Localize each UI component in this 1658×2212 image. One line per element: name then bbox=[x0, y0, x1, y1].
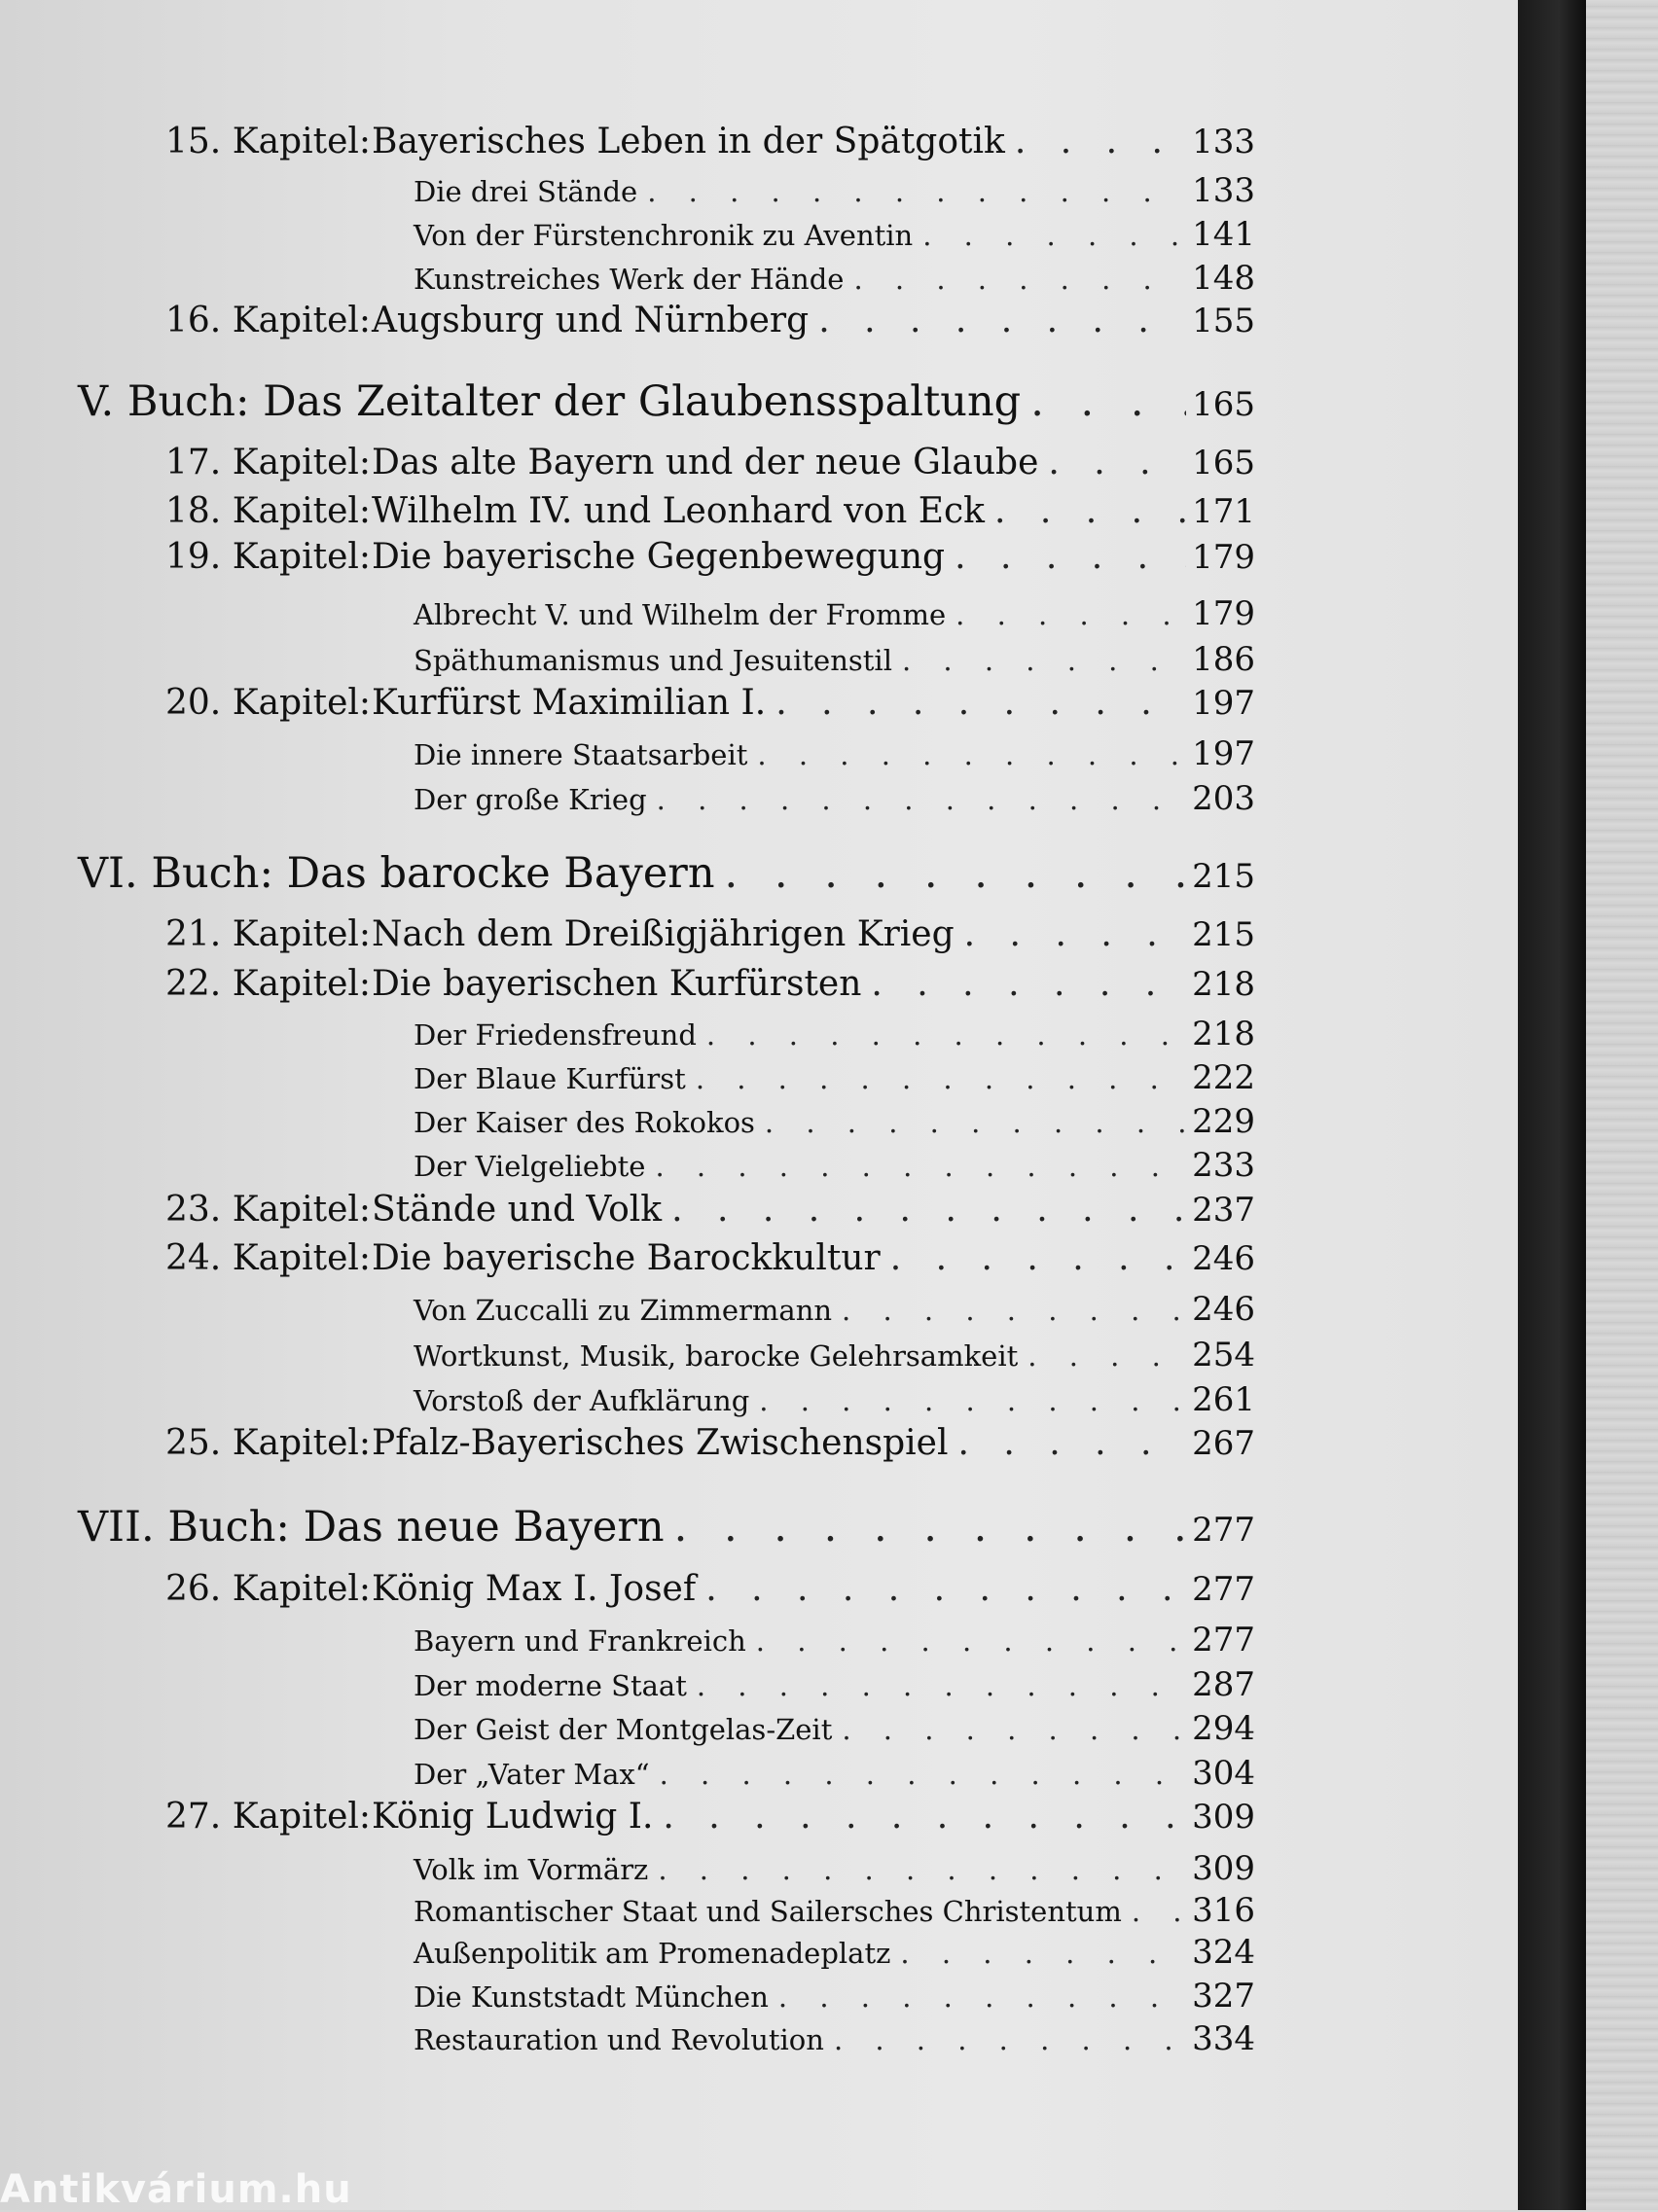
toc-section-title: Die drei Stände bbox=[414, 175, 638, 208]
toc-chapter-row bbox=[165, 443, 1255, 482]
toc-section-row bbox=[414, 1665, 1255, 1704]
page-number: 309 bbox=[1192, 1798, 1255, 1837]
page-number: 294 bbox=[1192, 1709, 1255, 1748]
page-number: 304 bbox=[1192, 1754, 1255, 1793]
toc-chapter-title: König Ludwig I. bbox=[372, 1797, 654, 1837]
toc-chapter-title: Die bayerischen Kurfürsten bbox=[372, 964, 862, 1004]
page-number: 277 bbox=[1192, 1621, 1255, 1659]
toc-chapter-row bbox=[165, 301, 1255, 340]
toc-section-row bbox=[414, 1058, 1255, 1097]
toc-section-row bbox=[414, 779, 1255, 818]
chapter-number: 26. Kapitel: bbox=[165, 1569, 372, 1609]
toc-chapter-title: Die bayerische Barockkultur bbox=[372, 1238, 881, 1278]
toc-section-title: Volk im Vormärz bbox=[414, 1853, 649, 1886]
toc-section-row bbox=[414, 594, 1255, 633]
page-number: 197 bbox=[1192, 684, 1255, 723]
page-number: 133 bbox=[1192, 171, 1255, 210]
dot-leader bbox=[757, 738, 1186, 771]
chapter-number: 18. Kapitel: bbox=[165, 491, 372, 531]
dot-leader bbox=[778, 1980, 1186, 2014]
dot-leader bbox=[842, 1713, 1186, 1746]
toc-section-title: Der Friedensfreund bbox=[414, 1018, 697, 1052]
page-number: 287 bbox=[1192, 1665, 1255, 1704]
toc-chapter-row bbox=[165, 1569, 1255, 1609]
chapter-number: 20. Kapitel: bbox=[165, 683, 372, 723]
toc-section-row bbox=[414, 1380, 1255, 1419]
toc-chapter-title: König Max I. Josef bbox=[372, 1569, 697, 1609]
dot-leader bbox=[890, 1238, 1186, 1278]
dot-leader bbox=[658, 1853, 1186, 1886]
toc-chapter-row bbox=[165, 1238, 1255, 1278]
toc-section-row bbox=[414, 1102, 1255, 1141]
chapter-number: 15. Kapitel: bbox=[165, 122, 372, 161]
chapter-number: 19. Kapitel: bbox=[165, 537, 372, 577]
book-spine bbox=[1518, 0, 1586, 2210]
toc-section-row bbox=[414, 1290, 1255, 1329]
dot-leader bbox=[660, 1758, 1187, 1791]
toc-section-row bbox=[414, 1336, 1255, 1374]
chapter-number: 21. Kapitel: bbox=[165, 914, 372, 954]
toc-section-row bbox=[414, 1621, 1255, 1659]
page-number: 261 bbox=[1192, 1380, 1255, 1419]
chapter-number: 16. Kapitel: bbox=[165, 301, 372, 340]
toc-section-title: Der moderne Staat bbox=[414, 1669, 687, 1702]
dot-leader bbox=[671, 1190, 1186, 1230]
toc-section-title: Bayern und Frankreich bbox=[414, 1624, 746, 1658]
toc-section-title: Der Kaiser des Rokokos bbox=[414, 1106, 755, 1139]
chapter-number: 27. Kapitel: bbox=[165, 1797, 372, 1837]
page-number: 186 bbox=[1192, 640, 1255, 679]
toc-section-title: Außenpolitik am Promenadeplatz bbox=[414, 1937, 891, 1970]
toc-book-row bbox=[78, 377, 1255, 426]
dot-leader bbox=[1048, 443, 1186, 482]
dot-leader bbox=[697, 1669, 1186, 1702]
dot-leader bbox=[1015, 122, 1186, 161]
dot-leader bbox=[765, 1106, 1186, 1139]
page-number: 254 bbox=[1192, 1336, 1255, 1374]
chapter-number: 22. Kapitel: bbox=[165, 964, 372, 1004]
toc-section-title: Der Vielgeliebte bbox=[414, 1150, 646, 1183]
toc-section-title: Der „Vater Max“ bbox=[414, 1758, 650, 1791]
page-number: 218 bbox=[1192, 965, 1255, 1004]
dot-leader bbox=[1027, 1339, 1186, 1373]
dot-leader bbox=[922, 219, 1186, 252]
dot-leader bbox=[853, 263, 1186, 296]
toc-section-title: Von Zuccalli zu Zimmermann bbox=[414, 1294, 833, 1327]
page-number: 237 bbox=[1192, 1191, 1255, 1230]
toc-section-row bbox=[414, 1891, 1255, 1930]
toc-section-row bbox=[414, 1146, 1255, 1185]
toc-section-row bbox=[414, 259, 1255, 298]
dot-leader bbox=[759, 1384, 1186, 1417]
page-number: 324 bbox=[1192, 1933, 1255, 1972]
toc-chapter-title: Bayerisches Leben in der Spätgotik bbox=[372, 122, 1005, 161]
toc-section-title: Die Kunststadt München bbox=[414, 1980, 769, 2014]
toc-chapter-row bbox=[165, 914, 1255, 954]
toc-chapter-row bbox=[165, 122, 1255, 161]
page-number: 309 bbox=[1192, 1849, 1255, 1888]
toc-section-row bbox=[414, 2019, 1255, 2058]
toc-section-row bbox=[414, 1849, 1255, 1888]
dot-leader bbox=[706, 1018, 1186, 1052]
dot-leader bbox=[657, 783, 1186, 816]
dot-leader bbox=[842, 1294, 1186, 1327]
dot-leader bbox=[674, 1503, 1186, 1552]
toc-book-row bbox=[78, 1503, 1255, 1552]
page-number: 141 bbox=[1192, 215, 1255, 254]
chapter-number: 17. Kapitel: bbox=[165, 443, 372, 482]
toc-book-title: VII. Buch: Das neue Bayern bbox=[78, 1503, 665, 1552]
page-number: 277 bbox=[1192, 1570, 1255, 1609]
page-number: 222 bbox=[1192, 1058, 1255, 1097]
toc-section-title: Kunstreiches Werk der Hände bbox=[414, 263, 845, 296]
toc-section-title: Vorstoß der Aufklärung bbox=[414, 1384, 750, 1417]
toc-section-title: Die innere Staatsarbeit bbox=[414, 738, 748, 771]
toc-chapter-title: Das alte Bayern und der neue Glaube bbox=[372, 443, 1039, 482]
page-number: 267 bbox=[1192, 1424, 1255, 1463]
toc-chapter-row bbox=[165, 491, 1255, 531]
toc-section-row bbox=[414, 640, 1255, 679]
dot-leader bbox=[647, 175, 1186, 208]
page-number: 246 bbox=[1192, 1239, 1255, 1278]
page-number: 233 bbox=[1192, 1146, 1255, 1185]
chapter-number: 25. Kapitel: bbox=[165, 1423, 372, 1463]
page-number: 327 bbox=[1192, 1977, 1255, 2016]
toc-section-row bbox=[414, 215, 1255, 254]
toc-section-title: Späthumanismus und Jesuitenstil bbox=[414, 644, 892, 677]
dot-leader bbox=[725, 849, 1187, 898]
toc-chapter-title: Stände und Volk bbox=[372, 1190, 663, 1230]
toc-chapter-title: Wilhelm IV. und Leonhard von Eck bbox=[372, 491, 985, 531]
page-number: 215 bbox=[1192, 857, 1255, 896]
toc-section-title: Von der Fürstenchronik zu Aventin bbox=[414, 219, 914, 252]
dot-leader bbox=[1132, 1895, 1186, 1928]
toc-chapter-title: Die bayerische Gegenbewegung bbox=[372, 537, 946, 577]
toc-chapter-row bbox=[165, 537, 1255, 577]
dot-leader bbox=[900, 1937, 1186, 1970]
page-number: 218 bbox=[1192, 1015, 1255, 1053]
dot-leader bbox=[696, 1062, 1186, 1095]
page-number: 165 bbox=[1192, 444, 1255, 482]
toc-section-title: Der Blaue Kurfürst bbox=[414, 1062, 686, 1095]
toc-chapter-row bbox=[165, 964, 1255, 1004]
page-number: 148 bbox=[1192, 259, 1255, 298]
page-number: 277 bbox=[1192, 1511, 1255, 1550]
dot-leader bbox=[955, 598, 1186, 631]
watermark: Antikvárium.hu bbox=[0, 2167, 352, 2212]
toc-section-row bbox=[414, 1015, 1255, 1053]
chapter-number: 23. Kapitel: bbox=[165, 1190, 372, 1230]
page-number: 179 bbox=[1192, 538, 1255, 577]
page-number: 197 bbox=[1192, 734, 1255, 773]
toc-section-row bbox=[414, 171, 1255, 210]
dot-leader bbox=[964, 914, 1186, 954]
dot-leader bbox=[994, 491, 1186, 531]
page-number: 155 bbox=[1192, 302, 1255, 340]
toc-chapter-title: Pfalz-Bayerisches Zwischenspiel bbox=[372, 1423, 949, 1463]
page-number: 171 bbox=[1192, 492, 1255, 531]
dot-leader bbox=[871, 964, 1186, 1004]
dot-leader bbox=[655, 1150, 1186, 1183]
dot-leader bbox=[1030, 377, 1186, 426]
page-number: 203 bbox=[1192, 779, 1255, 818]
toc-section-title: Wortkunst, Musik, barocke Gelehrsamkeit bbox=[414, 1339, 1019, 1373]
page-number: 246 bbox=[1192, 1290, 1255, 1329]
page-number: 215 bbox=[1192, 915, 1255, 954]
toc-chapter-title: Nach dem Dreißigjährigen Krieg bbox=[372, 914, 955, 954]
chapter-number: 24. Kapitel: bbox=[165, 1238, 372, 1278]
toc-chapter-row bbox=[165, 1190, 1255, 1230]
dot-leader bbox=[902, 644, 1186, 677]
dot-leader bbox=[663, 1797, 1186, 1837]
toc-chapter-title: Augsburg und Nürnberg bbox=[372, 301, 810, 340]
toc-section-title: Der große Krieg bbox=[414, 783, 647, 816]
dot-leader bbox=[958, 1423, 1187, 1463]
dot-leader bbox=[756, 1624, 1186, 1658]
toc-chapter-title: Kurfürst Maximilian I. bbox=[372, 683, 767, 723]
dot-leader bbox=[955, 537, 1186, 577]
toc-section-row bbox=[414, 1709, 1255, 1748]
dot-leader bbox=[775, 683, 1186, 723]
toc-book-title: VI. Buch: Das barocke Bayern bbox=[78, 849, 715, 898]
toc-section-title: Der Geist der Montgelas-Zeit bbox=[414, 1713, 833, 1746]
toc-chapter-row bbox=[165, 683, 1255, 723]
background-surface bbox=[1586, 0, 1658, 2210]
dot-leader bbox=[818, 301, 1186, 340]
toc-section-row bbox=[414, 1754, 1255, 1793]
page-number: 133 bbox=[1192, 123, 1255, 161]
toc-section-title: Romantischer Staat und Sailersches Christentum bbox=[414, 1895, 1122, 1928]
page-number: 179 bbox=[1192, 594, 1255, 633]
toc-section-row bbox=[414, 1933, 1255, 1972]
toc-book-row bbox=[78, 849, 1255, 898]
toc-section-row bbox=[414, 734, 1255, 773]
page-number: 334 bbox=[1192, 2019, 1255, 2058]
dot-leader bbox=[834, 2023, 1186, 2056]
toc-chapter-row bbox=[165, 1423, 1255, 1463]
toc-chapter-row bbox=[165, 1797, 1255, 1837]
page-number: 229 bbox=[1192, 1102, 1255, 1141]
toc-book-title: V. Buch: Das Zeitalter der Glaubensspaltung bbox=[78, 377, 1022, 426]
toc-section-row bbox=[414, 1977, 1255, 2016]
toc-section-title: Albrecht V. und Wilhelm der Fromme bbox=[414, 598, 947, 631]
page-number: 165 bbox=[1192, 385, 1255, 424]
dot-leader bbox=[705, 1569, 1186, 1609]
toc-section-title: Restauration und Revolution bbox=[414, 2023, 824, 2056]
page-number: 316 bbox=[1192, 1891, 1255, 1930]
